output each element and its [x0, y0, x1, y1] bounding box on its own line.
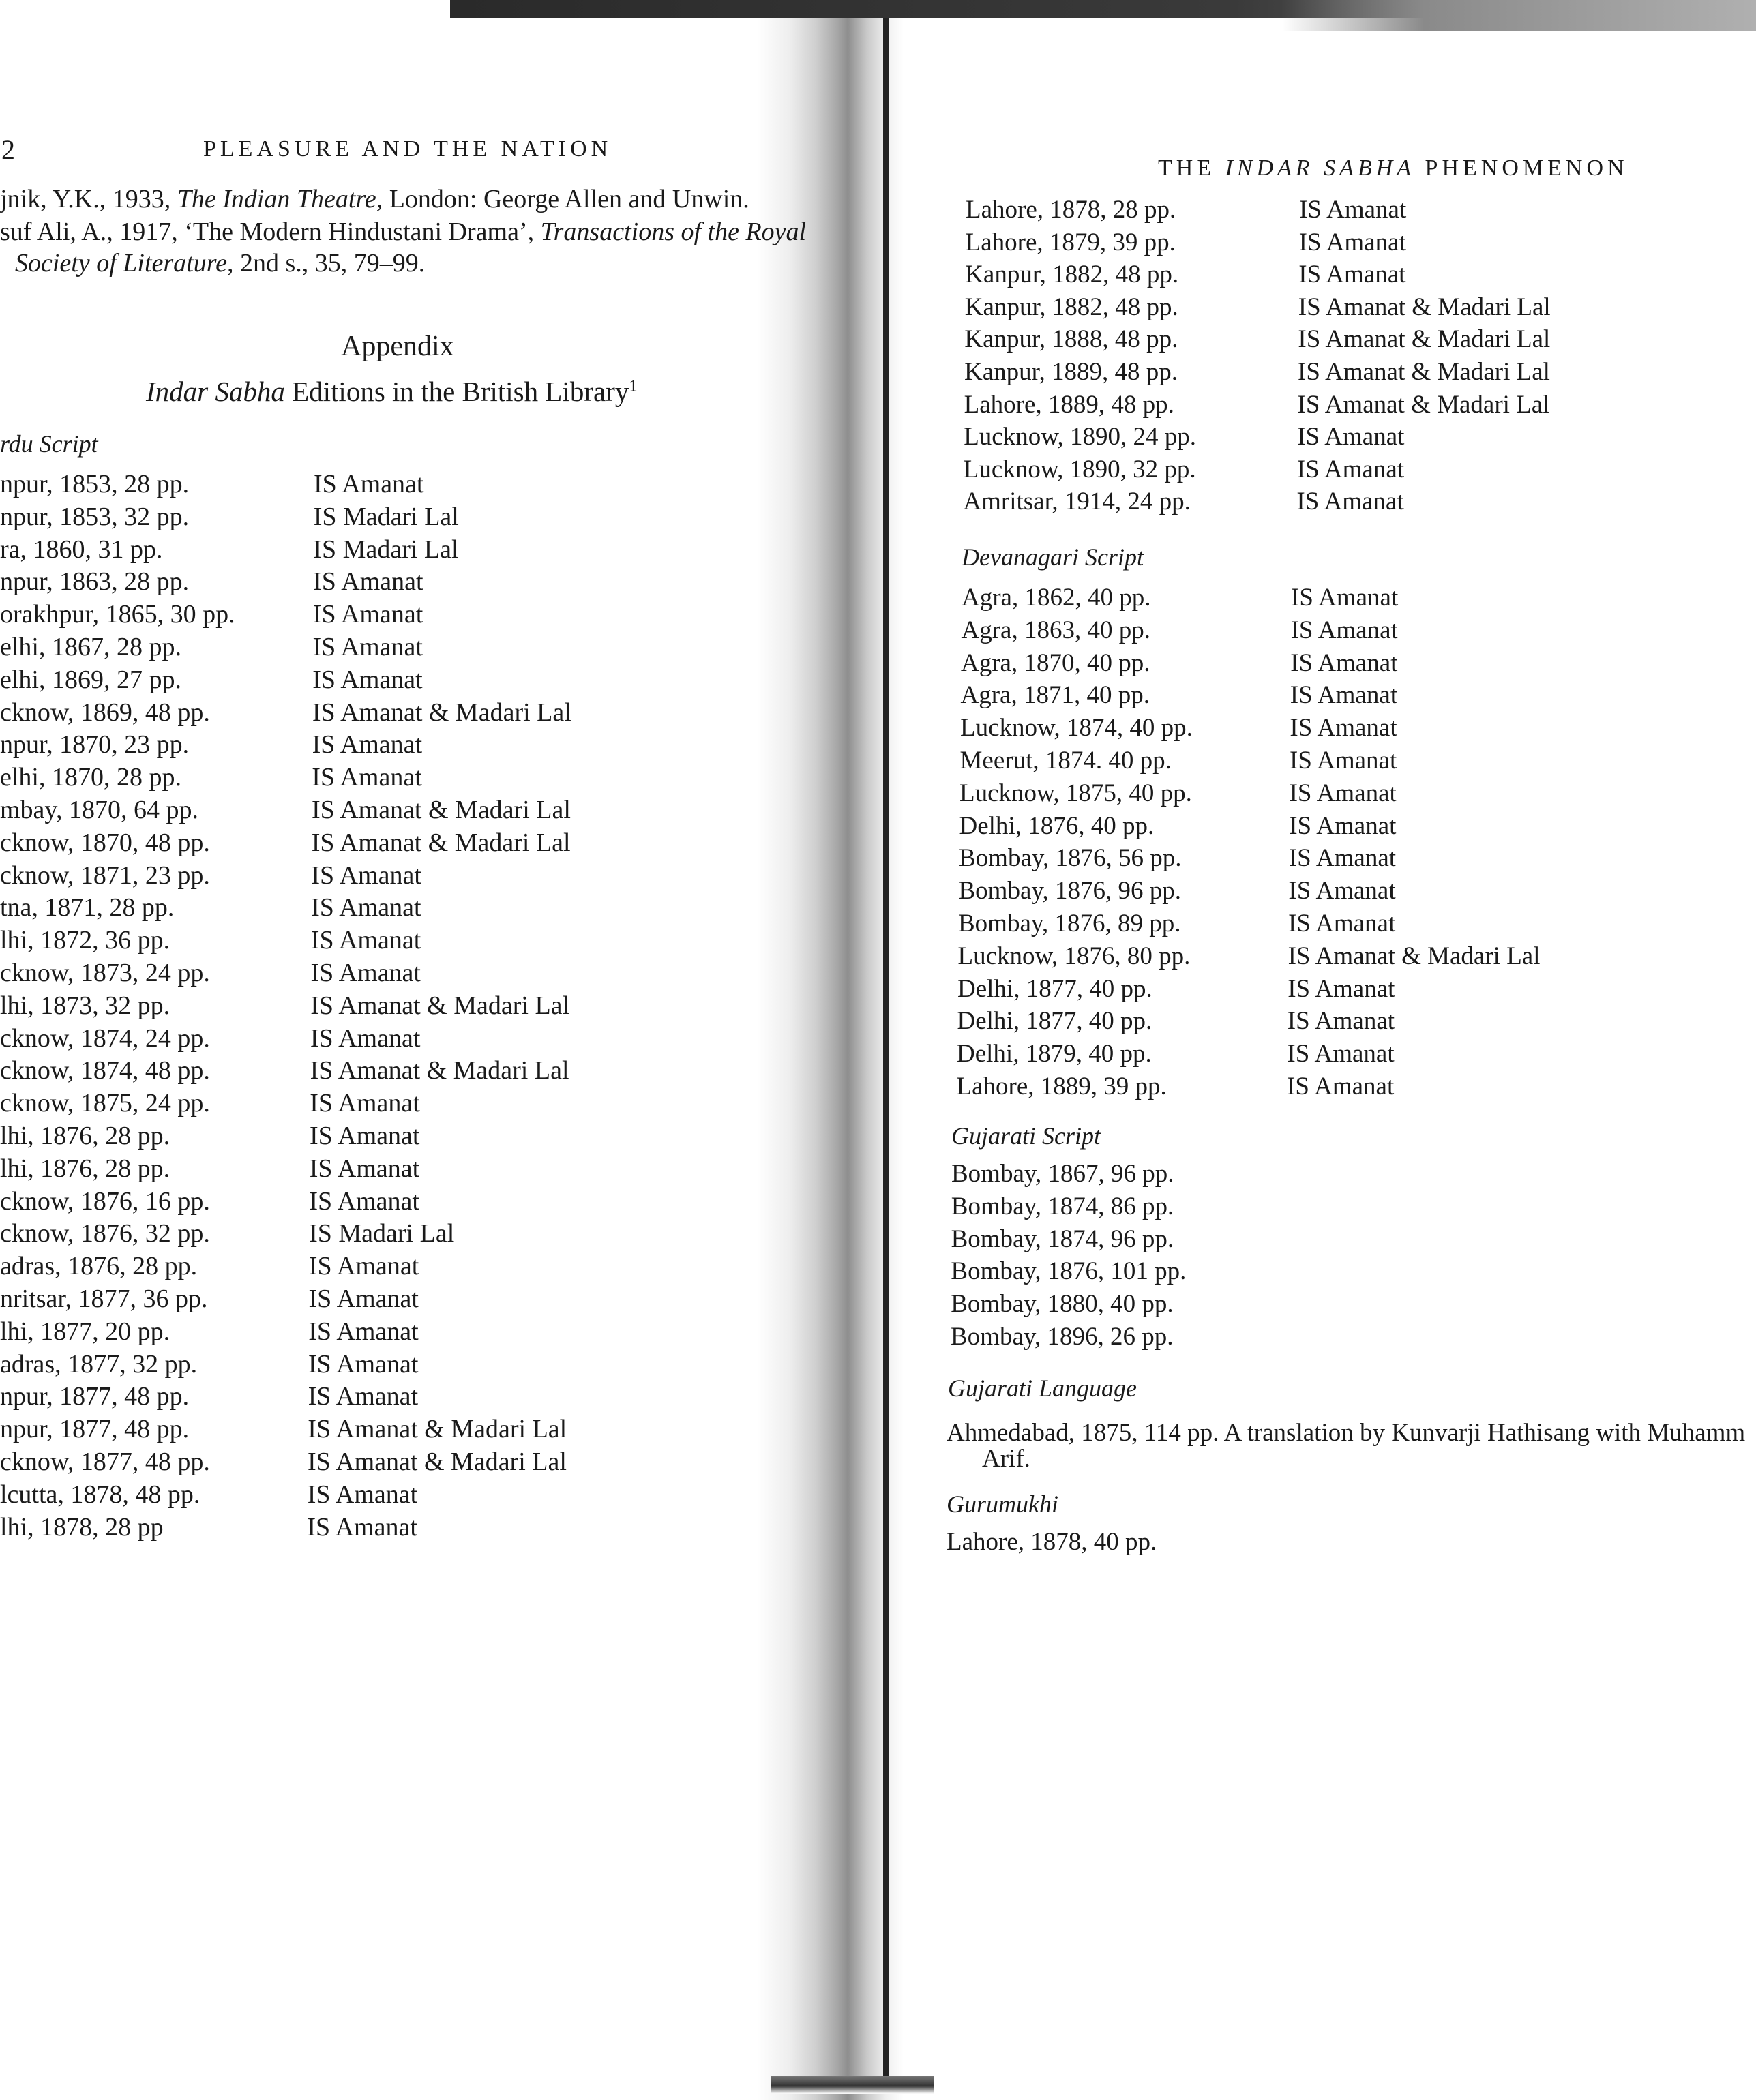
version-entry: IS Amanat: [312, 730, 423, 760]
version-entry: IS Amanat: [308, 1252, 419, 1281]
version-entry: IS Amanat: [307, 1512, 417, 1542]
version-entry: IS Amanat: [312, 633, 423, 661]
edition-entry: Kanpur, 1882, 48 pp.: [964, 292, 1178, 321]
version-entry: IS Amanat: [1287, 1040, 1395, 1068]
edition-entry: lhi, 1872, 36 pp.: [0, 926, 170, 955]
reference-line: suf Ali, A., 1917, ‘The Modern Hindustani Drama’, Transactions of the Royal: [0, 217, 807, 246]
edition-entry: cknow, 1876, 16 pp.: [0, 1186, 210, 1216]
edition-entry: Bombay, 1874, 86 pp.: [951, 1192, 1174, 1220]
edition-entry: npur, 1877, 48 pp.: [0, 1382, 190, 1411]
edition-entry: Lucknow, 1874, 40 pp.: [960, 714, 1193, 742]
version-entry: IS Amanat: [307, 1480, 418, 1509]
version-entry: IS Amanat & Madari Lal: [312, 698, 571, 727]
version-entry: IS Amanat: [1296, 455, 1405, 483]
version-entry: IS Amanat: [1288, 910, 1396, 937]
version-entry: IS Amanat: [310, 926, 421, 955]
edition-entry: Agra, 1871, 40 pp.: [960, 681, 1150, 710]
section-title-devanagari: Devanagari Script: [962, 543, 1144, 571]
edition-entry: npur, 1853, 28 pp.: [0, 470, 190, 498]
version-entry: IS Amanat: [1289, 811, 1397, 840]
version-entry: IS Madari Lal: [313, 502, 459, 531]
section-title-gurumukhi: Gurumukhi: [947, 1490, 1058, 1518]
running-head-left: PLEASURE AND THE NATION: [203, 136, 612, 162]
edition-entry: lcutta, 1878, 48 pp.: [0, 1480, 200, 1509]
version-entry: IS Amanat: [1290, 616, 1398, 644]
edition-entry: cknow, 1874, 24 pp.: [0, 1023, 210, 1053]
version-entry: IS Amanat: [311, 893, 421, 922]
version-entry: IS Amanat & Madari Lal: [1298, 358, 1550, 386]
version-entry: IS Amanat: [1291, 584, 1399, 612]
edition-entry: lhi, 1873, 32 pp.: [0, 991, 170, 1020]
version-entry: IS Amanat: [1288, 844, 1397, 873]
edition-entry: lhi, 1877, 20 pp.: [0, 1317, 170, 1346]
version-entry: IS Amanat: [311, 860, 421, 890]
reference-line: jnik, Y.K., 1933, The Indian Theatre, London: George Allen and Unwin.: [0, 185, 749, 213]
appendix-subtitle: Indar Sabha Editions in the British Library$^1$: [146, 376, 638, 407]
edition-entry: Lahore, 1889, 39 pp.: [956, 1072, 1167, 1100]
edition-entry: Bombay, 1896, 26 pp.: [951, 1323, 1174, 1351]
version-entry: IS Madari Lal: [309, 1219, 455, 1248]
edition-entry: Kanpur, 1882, 48 pp.: [965, 260, 1179, 289]
version-entry: IS Amanat: [310, 1023, 421, 1053]
edition-entry: Amritsar, 1914, 24 pp.: [963, 487, 1191, 516]
edition-entry: Lahore, 1878, 28 pp.: [966, 196, 1176, 224]
edition-entry: Agra, 1863, 40 pp.: [961, 616, 1150, 644]
edition-entry: lhi, 1876, 28 pp.: [0, 1154, 170, 1183]
version-entry: IS Amanat: [1298, 228, 1406, 256]
section-title-gujarati-language: Gujarati Language: [948, 1375, 1137, 1402]
version-entry: IS Amanat: [310, 1122, 420, 1150]
version-entry: IS Amanat: [308, 1382, 419, 1411]
edition-entry: Bombay, 1876, 101 pp.: [951, 1257, 1187, 1286]
edition-entry: Bombay, 1880, 40 pp.: [951, 1290, 1174, 1319]
edition-entry: orakhpur, 1865, 30 pp.: [0, 600, 235, 629]
edition-entry: Bombay, 1876, 96 pp.: [958, 877, 1181, 905]
edition-entry: Kanpur, 1888, 48 pp.: [964, 325, 1178, 354]
edition-entry: cknow, 1870, 48 pp.: [0, 828, 210, 857]
edition-entry: lhi, 1876, 28 pp.: [0, 1122, 170, 1150]
edition-entry: Agra, 1870, 40 pp.: [961, 648, 1150, 677]
version-entry: IS Amanat & Madari Lal: [1297, 390, 1550, 419]
version-entry: IS Amanat & Madari Lal: [311, 828, 571, 857]
edition-entry: Bombay, 1876, 56 pp.: [959, 844, 1182, 873]
scan-top-edge-fade: [1282, 0, 1756, 31]
spine-bottom-edge: [771, 2076, 934, 2094]
version-entry: IS Madari Lal: [313, 535, 459, 564]
version-entry: IS Amanat & Madari Lal: [1288, 942, 1541, 970]
edition-entry: Meerut, 1874. 40 pp.: [959, 747, 1172, 775]
edition-entry: Lucknow, 1890, 32 pp.: [963, 455, 1196, 483]
section-title-urdu: rdu Script: [0, 430, 98, 457]
version-entry: IS Amanat: [308, 1285, 419, 1313]
version-entry: IS Amanat & Madari Lal: [1298, 292, 1551, 321]
edition-entry: Lahore, 1879, 39 pp.: [965, 228, 1176, 256]
version-entry: IS Amanat: [310, 1089, 420, 1118]
version-entry: IS Amanat & Madari Lal: [1298, 325, 1551, 354]
version-entry: IS Amanat: [312, 600, 423, 629]
edition-entry: Delhi, 1877, 40 pp.: [957, 974, 1152, 1003]
version-entry: IS Amanat: [312, 665, 423, 694]
edition-entry: adras, 1877, 32 pp.: [0, 1349, 198, 1379]
edition-entry: cknow, 1875, 24 pp.: [0, 1089, 210, 1118]
edition-entry: Delhi, 1877, 40 pp.: [957, 1007, 1152, 1036]
edition-entry: Agra, 1862, 40 pp.: [962, 584, 1151, 612]
version-entry: IS Amanat: [1288, 974, 1395, 1003]
version-entry: IS Amanat & Madari Lal: [308, 1415, 567, 1444]
version-entry: IS Amanat & Madari Lal: [308, 1448, 567, 1476]
version-entry: IS Amanat: [314, 470, 424, 498]
edition-entry: elhi, 1867, 28 pp.: [0, 633, 181, 661]
edition-entry: tna, 1871, 28 pp.: [0, 893, 175, 922]
version-entry: IS Amanat: [1290, 681, 1398, 710]
version-entry: IS Amanat: [1289, 779, 1397, 807]
edition-entry: Lucknow, 1875, 40 pp.: [959, 779, 1192, 807]
edition-entry: cknow, 1871, 23 pp.: [0, 860, 210, 890]
edition-entry: Bombay, 1876, 89 pp.: [958, 910, 1181, 937]
book-gutter-shadow: [757, 0, 904, 2100]
edition-entry: Delhi, 1879, 40 pp.: [957, 1040, 1152, 1068]
edition-entry: Bombay, 1867, 96 pp.: [951, 1160, 1174, 1188]
edition-entry: Lucknow, 1890, 24 pp.: [964, 423, 1197, 451]
edition-entry: mbay, 1870, 64 pp.: [0, 796, 198, 824]
version-entry: IS Amanat: [1290, 747, 1397, 775]
edition-entry: cknow, 1876, 32 pp.: [0, 1219, 210, 1248]
version-entry: IS Amanat: [1298, 260, 1406, 289]
version-entry: IS Amanat: [309, 1186, 419, 1216]
version-entry: IS Amanat: [1297, 423, 1405, 451]
version-entry: IS Amanat: [308, 1317, 419, 1346]
reference-line: Society of Literature, 2nd s., 35, 79–99.: [15, 249, 426, 278]
version-entry: IS Amanat & Madari Lal: [312, 796, 571, 824]
edition-entry: ra, 1860, 31 pp.: [0, 535, 163, 564]
version-entry: IS Amanat & Madari Lal: [310, 991, 570, 1020]
gujarati-language-entry: Ahmedabad, 1875, 114 pp. A translation by Kunvarji Hathisang with Muhamm: [947, 1419, 1746, 1447]
footnote-mark: 1: [629, 376, 638, 395]
edition-entry: lhi, 1878, 28 pp: [0, 1512, 164, 1542]
edition-entry: Lahore, 1889, 48 pp.: [964, 390, 1174, 419]
version-entry: IS Amanat: [1287, 1072, 1395, 1100]
edition-entry: npur, 1853, 32 pp.: [0, 502, 190, 531]
gujarati-language-entry-continued: Arif.: [982, 1445, 1030, 1473]
edition-entry: npur, 1870, 23 pp.: [0, 730, 190, 760]
version-entry: IS Amanat: [309, 1154, 420, 1183]
edition-entry: npur, 1863, 28 pp.: [0, 567, 190, 597]
edition-entry: cknow, 1874, 48 pp.: [0, 1056, 210, 1085]
version-entry: IS Amanat: [1290, 714, 1397, 742]
version-entry: IS Amanat: [1296, 487, 1404, 516]
version-entry: IS Amanat: [310, 959, 421, 987]
edition-entry: cknow, 1873, 24 pp.: [0, 959, 210, 987]
version-entry: IS Amanat: [1288, 877, 1396, 905]
version-entry: IS Amanat: [1290, 648, 1398, 677]
version-entry: IS Amanat: [1299, 196, 1407, 224]
section-title-gujarati-script: Gujarati Script: [951, 1122, 1101, 1150]
edition-entry: npur, 1877, 48 pp.: [0, 1415, 190, 1444]
edition-entry: cknow, 1877, 48 pp.: [0, 1448, 210, 1476]
version-entry: IS Amanat & Madari Lal: [310, 1056, 569, 1085]
version-entry: IS Amanat: [1287, 1007, 1395, 1036]
edition-entry: cknow, 1869, 48 pp.: [0, 698, 210, 727]
page-number: 2: [1, 134, 15, 165]
edition-entry: elhi, 1869, 27 pp.: [0, 665, 181, 694]
appendix-title: Appendix: [341, 331, 454, 362]
gurumukhi-entry: Lahore, 1878, 40 pp.: [947, 1528, 1157, 1556]
book-spine: [883, 18, 889, 2090]
edition-entry: Kanpur, 1889, 48 pp.: [964, 358, 1178, 386]
version-entry: IS Amanat: [313, 567, 423, 597]
edition-entry: elhi, 1870, 28 pp.: [0, 763, 181, 792]
edition-entry: nritsar, 1877, 36 pp.: [0, 1285, 208, 1313]
version-entry: IS Amanat: [312, 763, 422, 792]
version-entry: IS Amanat: [308, 1349, 419, 1379]
running-head-right: THE INDAR SABHA PHENOMENON: [1158, 155, 1628, 181]
edition-entry: Delhi, 1876, 40 pp.: [959, 811, 1155, 840]
edition-entry: Lucknow, 1876, 80 pp.: [957, 942, 1191, 970]
edition-entry: Bombay, 1874, 96 pp.: [951, 1225, 1174, 1253]
edition-entry: adras, 1876, 28 pp.: [0, 1252, 198, 1281]
